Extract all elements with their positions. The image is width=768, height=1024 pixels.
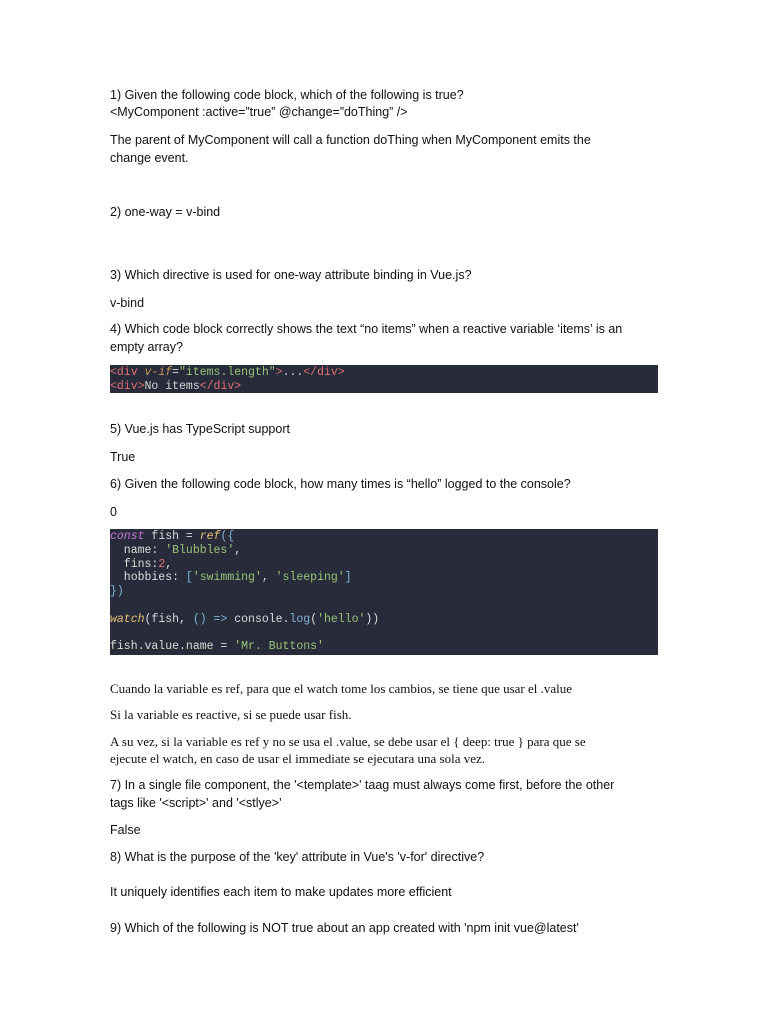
- q2-question: 2) one-way = v-bind: [110, 205, 221, 219]
- q1-answer-line1: The parent of MyComponent will call a function doThing when MyComponent emits the: [110, 133, 591, 147]
- code-line-blank: [110, 599, 658, 613]
- code-line-blank: [110, 627, 658, 641]
- q6-note3-line1: A su vez, si la variable es ref y no se usa el .value, se debe usar el { deep: true } para que se: [110, 734, 586, 749]
- q4-code-block: [110, 365, 658, 393]
- q6-answer: 0: [110, 505, 117, 519]
- q6-note3-line2: ejecute el watch, en caso de usar el immediate se ejecutara una sola vez.: [110, 751, 486, 766]
- q7-question-line2: tags like '<script>' and '<stlye>’: [110, 796, 282, 810]
- q4-question-line1: 4) Which code block correctly shows the text “no items” when a reactive variable ‘items’ is an: [110, 322, 623, 336]
- q3-answer: v-bind: [110, 296, 145, 310]
- q3-question: 3) Which directive is used for one-way attribute binding in Vue.js?: [110, 268, 472, 282]
- code-line: name: 'Blubbles',: [110, 543, 242, 557]
- code-line: const fish = ref({: [110, 530, 235, 543]
- q5-question: 5) Vue.js has TypeScript support: [110, 422, 290, 436]
- code-line: }): [110, 585, 124, 599]
- q8-answer: It uniquely identifies each item to make updates more efficient: [110, 885, 452, 899]
- code-line: watch(fish, () => console.log('hello')): [110, 612, 380, 626]
- q5-answer: True: [110, 450, 136, 464]
- q6-question: 6) Given the following code block, how many times is “hello” logged to the console?: [110, 477, 571, 491]
- q1-code: <MyComponent :active=”true” @change=”doThing” />: [110, 105, 408, 119]
- q6-note2: Si la variable es reactive, si se puede usar fish.: [110, 707, 352, 722]
- q7-question-line1: 7) In a single file component, the '<template>' taag must always come first, before the other: [110, 778, 615, 792]
- q8-question: 8) What is the purpose of the 'key' attribute in Vue's 'v-for' directive?: [110, 850, 485, 864]
- q7-answer: False: [110, 823, 141, 837]
- q9-question: 9) Which of the following is NOT true about an app created with 'npm init vue@latest': [110, 921, 579, 935]
- q6-note1: Cuando la variable es ref, para que el watch tome los cambios, se tiene que usar el .value: [110, 681, 573, 696]
- code-line: <div v-if="items.length">...</div>: [110, 366, 345, 379]
- q1-answer-line2: change event.: [110, 151, 189, 165]
- q4-question-line2: empty array?: [110, 340, 183, 354]
- q1-question: 1) Given the following code block, which of the following is true?: [110, 88, 464, 102]
- code-line: <div>No items</div>: [110, 379, 242, 393]
- code-line: fins:2,: [110, 557, 173, 571]
- q6-code-block: [110, 529, 658, 655]
- code-line: fish.value.name = 'Mr. Buttons': [110, 640, 324, 654]
- code-line: hobbies: ['swimming', 'sleeping']: [110, 571, 352, 585]
